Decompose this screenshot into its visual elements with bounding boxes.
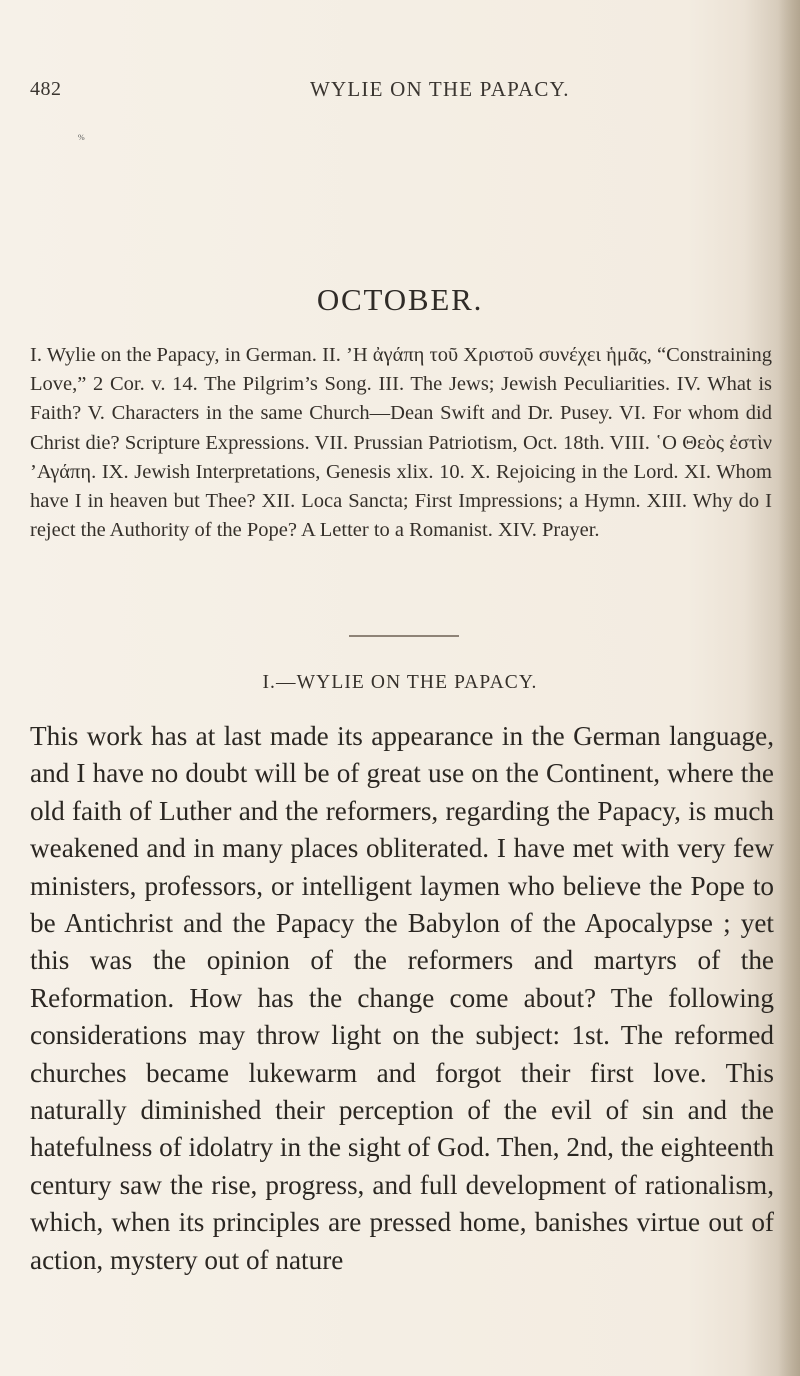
page-edge-shadow [778,0,800,1376]
month-title: OCTOBER. [316,282,484,317]
section-divider-rule [349,635,459,637]
page-number: 482 [30,78,62,100]
contents-paragraph: I. Wylie on the Papacy, in German. II. ’Η ἀγάπη τοῦ Χριστοῦ συνέχει ἡμᾶς, “Constraining Love,” 2 Cor. v. 14. The Pilgrim’s Song. III. The Jews; Jewish Peculiarities. IV. What is Faith? V. Characters in the same Church—Dean Swift and Dr. Pusey. VI. For whom did Christ die? Scripture Expressions. VII. Prussian Patriotism, Oct. 18th. VIII. ῾Ο Θεὸς ἐστὶν ’Αγάπη. IX. Jewish Interpretations, Genesis xlix. 10. X. Rejoicing in the Lord. XI. Whom have I in heaven but Thee? XII. Loca Sancta; First Impressions; a Hymn. XIII. Why do I reject the Authority of the Pope? A Letter to a Romanist. XIV. Prayer. [30,344,772,542]
section-heading: I.—WYLIE ON THE PAPACY. [262,672,538,693]
printer-ornament: % [78,133,85,142]
body-paragraph: This work has at last made its appearance in the German language, and I have no doubt will be of great use on the Continent, where the old faith of Luther and the reformers, regarding the Papacy, is much weakened and in many places obliterated. I have met with very few ministers, professors, or intelligent laymen who believe the Pope to be Antichrist and the Papacy the Babylon of the Apocalypse ; yet this was the opinion of the reformers and martyrs of the Reformation. How has the change come about? The following considerations may throw light on the subject: 1st. The reformed churches became lukewarm and forgot their first love. This naturally diminished their perception of the evil of sin and the hatefulness of idolatry in the sight of God. Then, 2nd, the eighteenth century saw the rise, progress, and full development of rationalism, which, when its principles are pressed home, banishes virtue out of action, mystery out of nature [30,721,774,1275]
running-header: WYLIE ON THE PAPACY. [310,77,570,101]
